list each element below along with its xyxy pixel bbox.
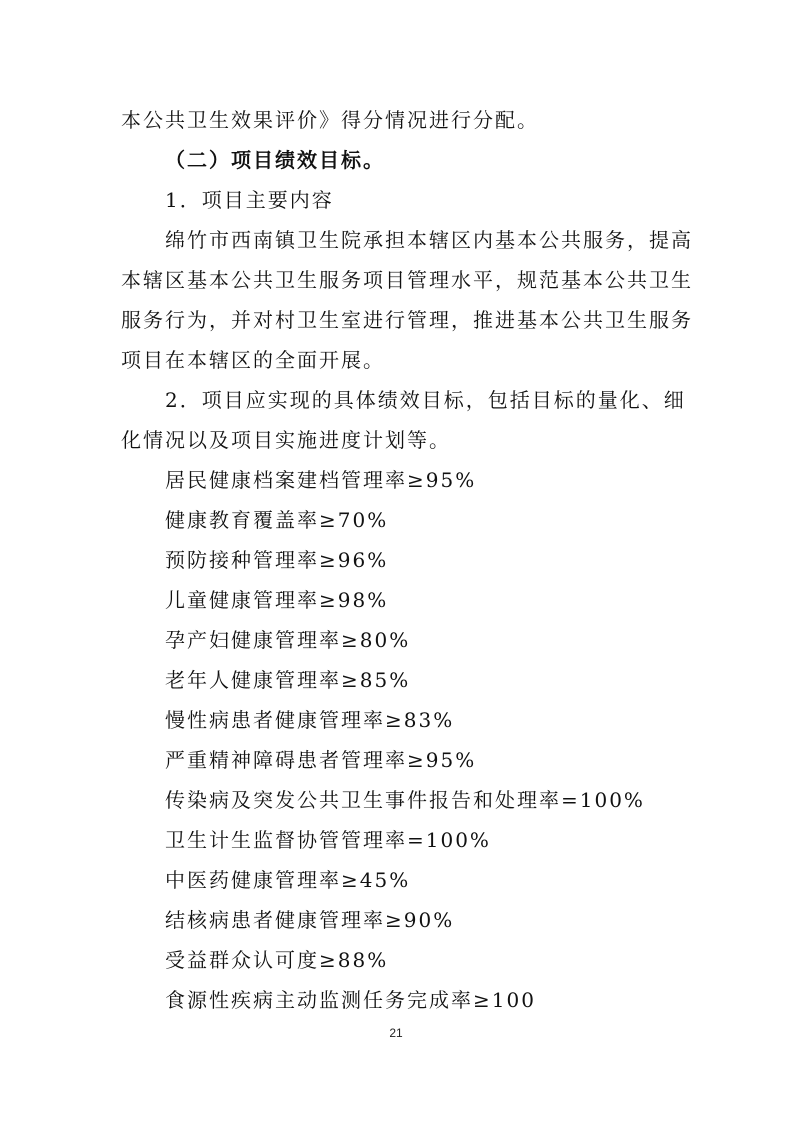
target-item: 中医药健康管理率≥45% xyxy=(165,868,411,892)
target-item: 健康教育覆盖率≥70% xyxy=(165,508,389,532)
target-item: 儿童健康管理率≥98% xyxy=(165,588,389,612)
subheading-2: 2．项目应实现的具体绩效目标，包括目标的量化、细 xyxy=(165,388,686,412)
paragraph-line-3: 本辖区基本公共卫生服务项目管理水平，规范基本公共卫生 xyxy=(121,268,693,292)
target-item: 慢性病患者健康管理率≥83% xyxy=(165,708,455,732)
target-item: 预防接种管理率≥96% xyxy=(165,548,389,572)
subheading-1: 1．项目主要内容 xyxy=(165,188,334,212)
target-item: 传染病及突发公共卫生事件报告和处理率=100% xyxy=(165,788,645,812)
target-item: 卫生计生监督协管管理率=100% xyxy=(165,828,491,852)
paragraph-line-1: 本公共卫生效果评价》得分情况进行分配。 xyxy=(121,108,539,132)
page-number: 21 xyxy=(389,1026,403,1040)
target-item: 孕产妇健康管理率≥80% xyxy=(165,628,411,652)
paragraph-line-5: 项目在本辖区的全面开展。 xyxy=(121,348,385,372)
target-item: 严重精神障碍患者管理率≥95% xyxy=(165,748,477,772)
paragraph-line-2: 绵竹市西南镇卫生院承担本辖区内基本公共服务，提高 xyxy=(165,228,693,252)
target-item: 受益群众认可度≥88% xyxy=(165,948,389,972)
section-heading: （二）项目绩效目标。 xyxy=(165,148,385,172)
target-item: 食源性疾病主动监测任务完成率≥100 xyxy=(165,988,536,1012)
paragraph-line-4: 服务行为，并对村卫生室进行管理，推进基本公共卫生服务 xyxy=(121,308,693,332)
target-item: 居民健康档案建档管理率≥95% xyxy=(165,468,477,492)
target-item: 结核病患者健康管理率≥90% xyxy=(165,908,455,932)
target-item: 老年人健康管理率≥85% xyxy=(165,668,411,692)
paragraph-line-6: 化情况以及项目实施进度计划等。 xyxy=(121,428,451,452)
